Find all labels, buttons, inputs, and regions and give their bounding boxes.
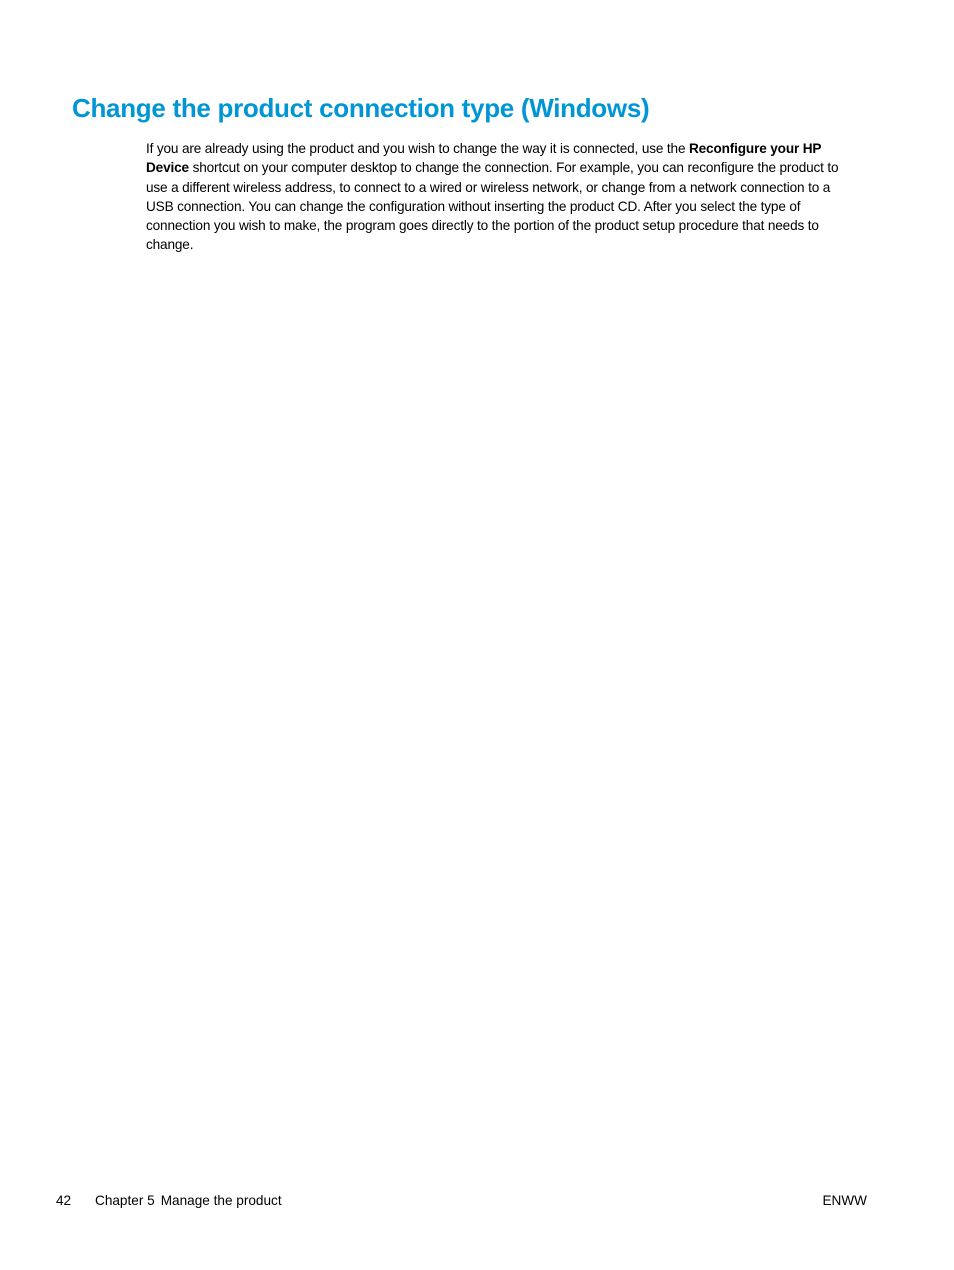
page-footer	[56, 1191, 867, 1211]
shortcut-name: Reconfigure your HP Device	[146, 141, 822, 176]
paragraph-rest: shortcut on your computer desktop to change the connection. For example, you can reconfigure the product to use a different wireless address, to connect to a wired or wireless network, or change from a network connection to a USB connection. You can change the configuration without inserting the product CD. After you select the type of connection you wish to make, the program goes directly to the portion of the product setup procedure that needs to change.	[146, 160, 839, 253]
paragraph-intro: If you are already using the product and you wish to change the way it is connected, use the	[146, 141, 689, 156]
page-number: 42	[56, 1193, 72, 1208]
body-paragraph	[146, 139, 858, 255]
footer-chapter-info	[95, 1191, 282, 1211]
chapter-label: Chapter 5	[95, 1193, 155, 1208]
locale-code: ENWW	[822, 1193, 867, 1208]
page-title: Change the product connection type (Windows)	[72, 93, 650, 123]
section-title: Manage the product	[160, 1193, 282, 1208]
